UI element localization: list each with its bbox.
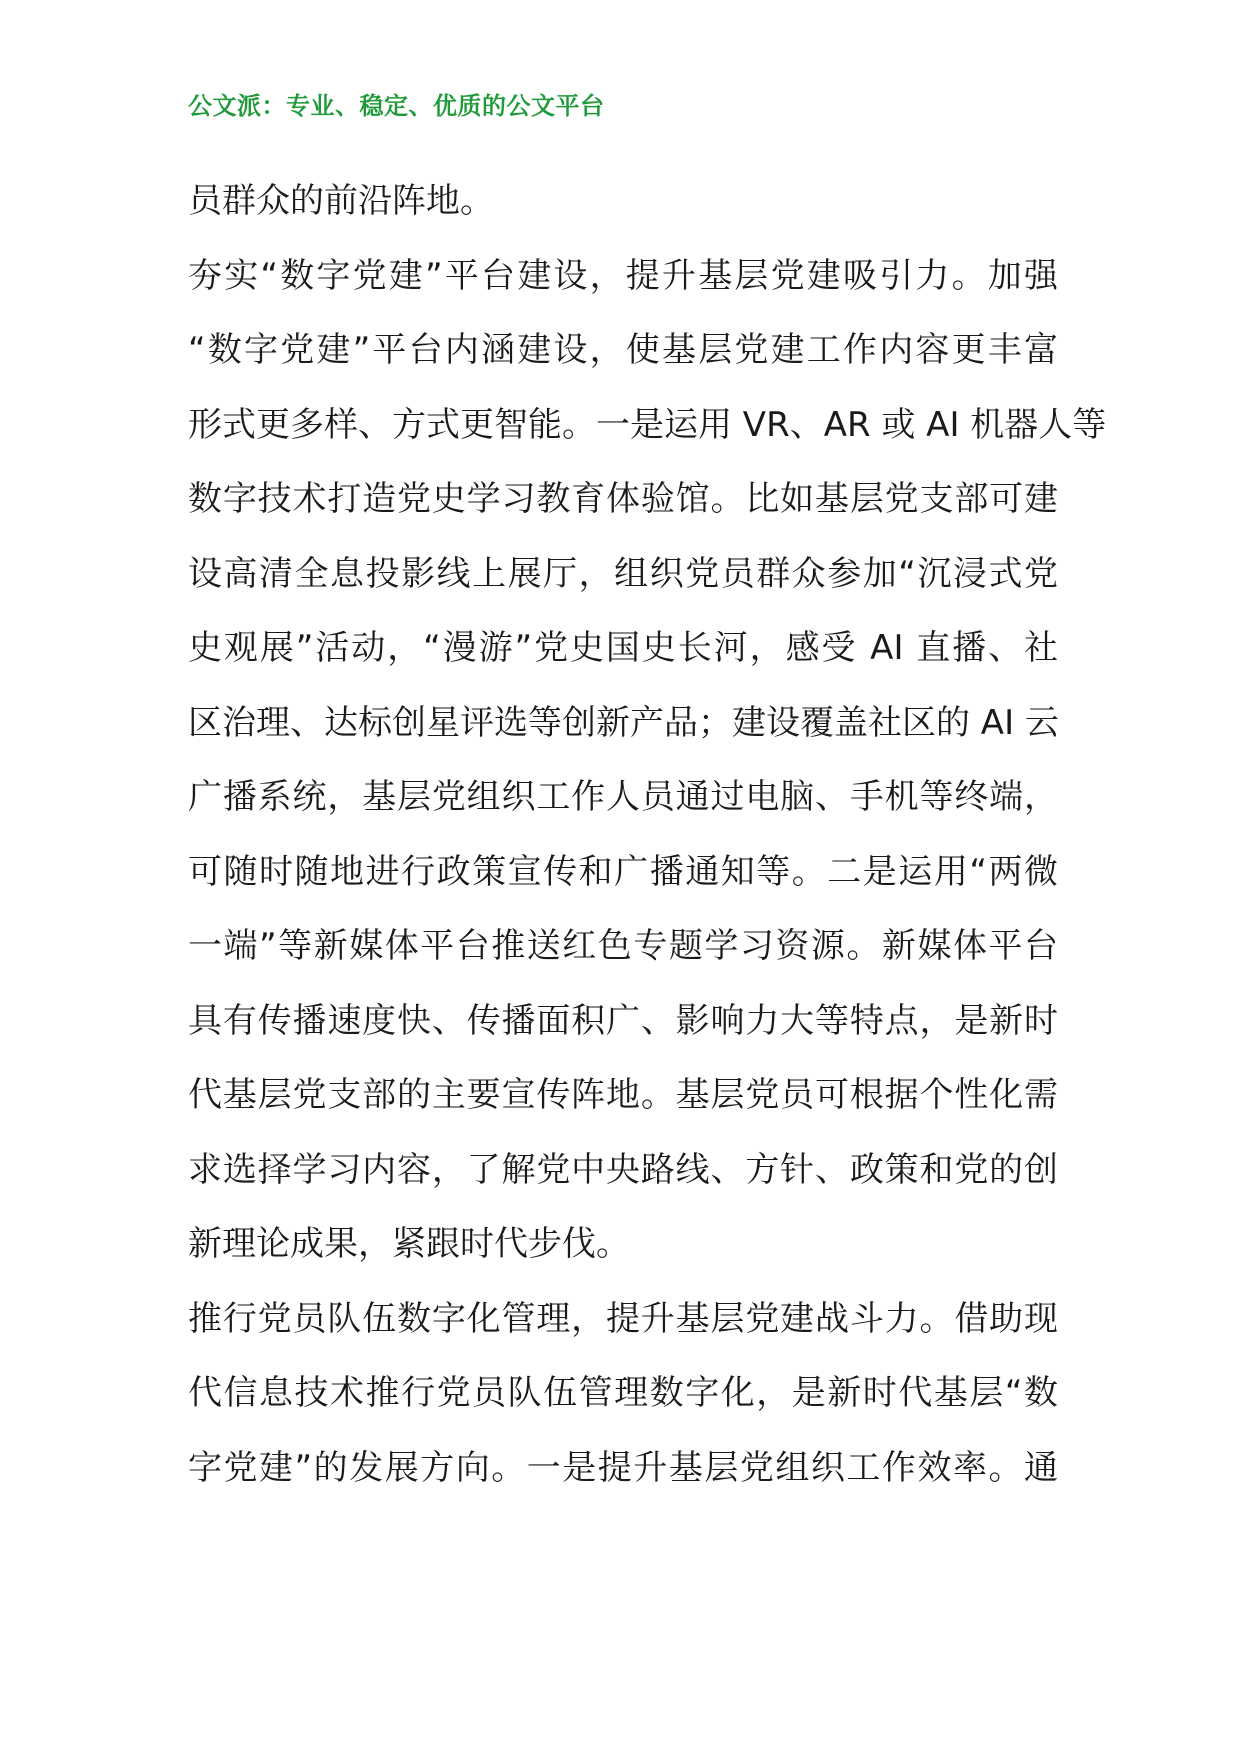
text-line: 字党建”的发展方向。一是提升基层党组织工作效率。通 <box>188 1447 1058 1488</box>
text-line: 推行党员队伍数字化管理，提升基层党建战斗力。借助现 <box>188 1298 1058 1339</box>
text-line: 一端”等新媒体平台推送红色专题学习资源。新媒体平台 <box>188 926 1058 966</box>
paragraph <box>188 164 1058 239</box>
paragraph <box>188 1282 1058 1506</box>
text-line: 广播系统，基层党组织工作人员通过电脑、手机等终端， <box>188 777 1058 817</box>
paragraph <box>188 239 1107 1282</box>
text-line: 设高清全息投影线上展厅，组织党员群众参加“沉浸式党 <box>188 553 1058 594</box>
text-line: 可随时随地进行政策宣传和广播通知等。二是运用“两微 <box>188 851 1058 892</box>
text-line: 夯实“数字党建”平台建设，提升基层党建吸引力。加强 <box>188 255 1058 296</box>
text-line: 具有传播速度快、传播面积广、影响力大等特点，是新时 <box>188 1000 1058 1041</box>
text-line: 新理论成果，紧跟时代步伐。 <box>188 1224 630 1264</box>
text-line: 史观展”活动，“漫游”党史国史长河，感受 AI 直播、社 <box>188 628 1058 668</box>
text-line: 员群众的前沿阵地。 <box>188 181 494 221</box>
text-line: 形式更多样、方式更智能。一是运用 VR、AR 或 AI 机器人等 <box>188 404 1107 445</box>
text-line: 求选择学习内容，了解党中央路线、方针、政策和党的创 <box>188 1149 1058 1190</box>
text-line: “数字党建”平台内涵建设，使基层党建工作内容更丰富 <box>188 330 1058 370</box>
header-banner: 公文派：专业、稳定、优质的公文平台 <box>188 92 605 120</box>
document-body <box>188 164 1107 1505</box>
text-line: 数字技术打造党史学习教育体验馆。比如基层党支部可建 <box>188 479 1058 519</box>
text-line: 代基层党支部的主要宣传阵地。基层党员可根据个性化需 <box>188 1075 1058 1115</box>
text-line: 代信息技术推行党员队伍管理数字化，是新时代基层“数 <box>188 1373 1058 1413</box>
text-line: 区治理、达标创星评选等创新产品；建设覆盖社区的 AI 云 <box>188 702 1059 743</box>
